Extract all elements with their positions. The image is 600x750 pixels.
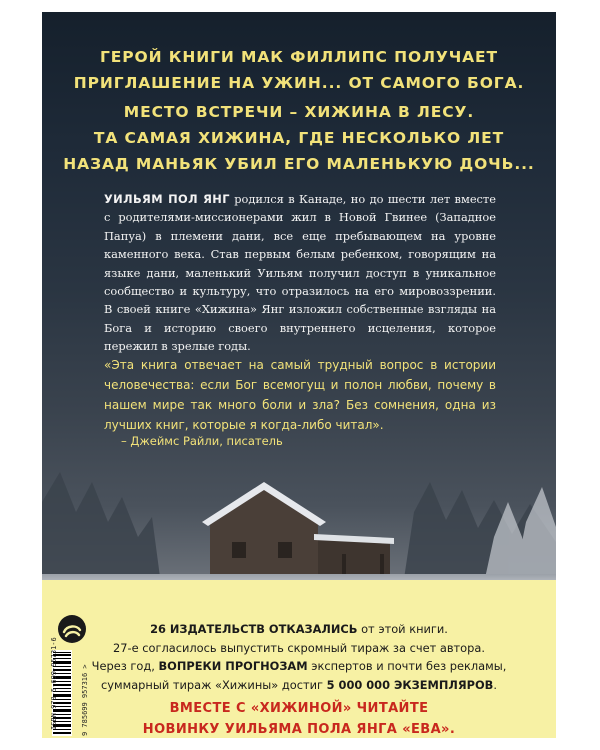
isbn-label: ISBN 978-5-699-95731-6: [50, 637, 58, 730]
snowy-cabin-illustration: [42, 442, 556, 592]
promo-span: суммарный тираж «Хижины» достиг: [101, 677, 327, 692]
promo-span: экспертов и почти без рекламы,: [307, 659, 507, 673]
promo-span: Через год,: [91, 659, 159, 673]
quote-attribution: – Джеймс Райли, писатель: [121, 434, 283, 448]
review-quote: «Эта книга отвечает на самый трудный вопрос в истории человечества: если Бог всемогущ и полон любви, почему в нашем мире так много боли и зла? Без сомнения, одна из лучших книг, которые я когда-либо читал».: [104, 358, 496, 432]
promo-line: [42, 676, 556, 695]
tagline-block-1: [42, 44, 556, 96]
promo-red-line: НОВИНКУ УИЛЬЯМА ПОЛА ЯНГА «ЕВА».: [142, 722, 456, 737]
promo-line: [42, 657, 556, 676]
tagline-line: ТА САМАЯ ХИЖИНА, ГДЕ НЕСКОЛЬКО ЛЕТ: [93, 129, 505, 147]
promo-bold: 26 ИЗДАТЕЛЬСТВ ОТКАЗАЛИСЬ: [150, 622, 358, 636]
tagline-line: ГЕРОЙ КНИГИ МАК ФИЛЛИПС ПОЛУЧАЕТ: [100, 48, 498, 66]
promo-red-line: ВМЕСТЕ С «ХИЖИНОЙ» ЧИТАЙТЕ: [169, 701, 429, 716]
tagline-line: ПРИГЛАШЕНИЕ НА УЖИН... ОТ САМОГО БОГА.: [73, 74, 525, 92]
tagline-block-2: [42, 99, 556, 177]
promo-bold: ВОПРЕКИ ПРОГНОЗАМ: [158, 659, 308, 673]
book-back-cover: [42, 12, 556, 738]
author-bio: [104, 190, 496, 356]
barcode-digits: 9 785699 957316 >: [81, 664, 89, 736]
promo-bold: 5 000 000 ЭКЗЕМПЛЯРОВ: [326, 677, 494, 692]
promo-line: [42, 620, 556, 639]
tagline-line: МЕСТО ВСТРЕЧИ – ХИЖИНА В ЛЕСУ.: [123, 103, 475, 121]
promo-span: .: [493, 677, 497, 692]
promo-line: 27-е согласилось выпустить скромный тираж за счет автора.: [113, 640, 485, 655]
author-bio-text: родился в Канаде, но до шести лет вместе с родителями-миссионерами жил в Новой Гвинее (Западное Папуа) в племени дани, все еще пребывающем на уровне каменного века. Став первым белым ребенком, говорящим на языке дани, маленький Уильям получил доступ в уникальное сообщество и культуру, что отразилось на его мировоззрении. В своей книге «Хижина» Янг изложил собственные взгляды на Бога и историю своего внутреннего исцеления, которое пережил в зрелые годы.: [104, 192, 496, 354]
author-name: УИЛЬЯМ ПОЛ ЯНГ: [104, 192, 230, 206]
promo-text: [42, 620, 556, 694]
tagline-line: НАЗАД МАНЬЯК УБИЛ ЕГО МАЛЕНЬКУЮ ДОЧЬ...: [63, 155, 535, 173]
promo-span: от этой книги.: [357, 622, 448, 636]
promo-highlight: [42, 698, 556, 738]
promo-panel: [42, 580, 556, 738]
